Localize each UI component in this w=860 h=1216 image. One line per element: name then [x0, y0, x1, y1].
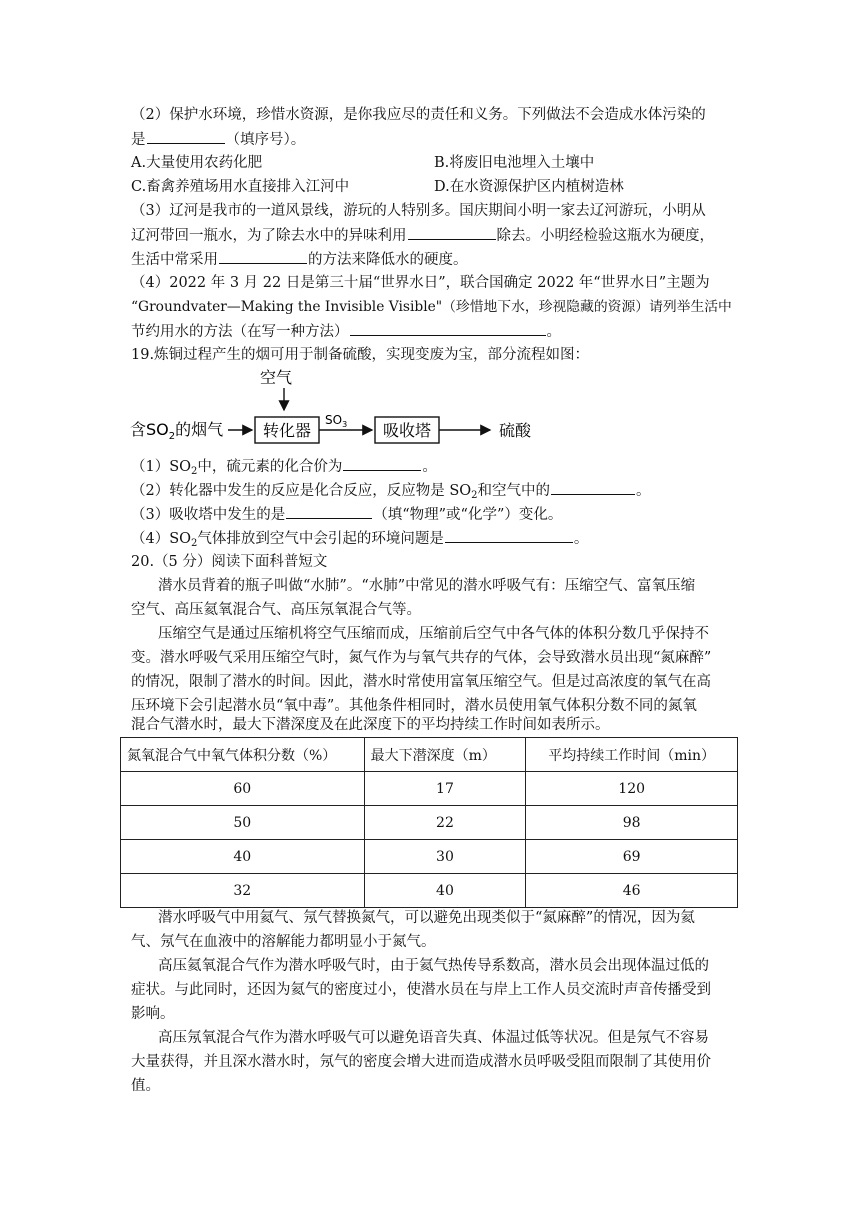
table-row: [121, 874, 738, 908]
q20-para2-line3: 的情况，限制了潜水的时间。因此，潜水时常使用富氧压缩空气。但是过高浓度的氧气在高: [131, 674, 711, 690]
air-label: 空气: [260, 368, 293, 387]
oxygen-depth-table: [120, 737, 738, 908]
answer-blank[interactable]: [343, 454, 421, 471]
q20-para5-line2: 大量获得，并且深水潜水时，氖气的密度会增大进而造成潜水员呼吸受阻而限制了其使用价: [131, 1054, 711, 1070]
answer-blank[interactable]: [350, 319, 546, 336]
answer-blank[interactable]: [551, 478, 635, 495]
q20-para4-line2: 症状。与此同时，还因为氦气的密度过小，使潜水员在与岸上工作人员交流时声音传播受到: [131, 982, 711, 998]
q20-para1-line2: 空气、高压氦氧混合气、高压氖氧混合气等。: [131, 602, 421, 618]
q19-sub4: $(4)SO_2$气体排放到空气中会引起的环境问题是 。: [131, 526, 588, 551]
q19-sub2: （2）转化器中发生的反应是化合反应，反应物是 $SO_2$和空气中的 。: [131, 478, 651, 503]
table-cell: 69: [526, 840, 738, 874]
q18-part3-line2: 辽河带回一瓶水，为了除去水中的异味利用 除去。小明经检验这瓶水为硬度，: [131, 223, 714, 248]
table-cell: 30: [364, 840, 526, 874]
answer-blank[interactable]: [286, 502, 372, 519]
absorber-label: 吸收塔: [382, 421, 432, 440]
q20-intro: 20.（5 分）阅读下面科普短文: [131, 554, 328, 570]
answer-blank[interactable]: [219, 247, 307, 264]
q18-part4-line2: “Groundvater—Making the Invisible Visible"（珍惜地下水，珍视隐藏的资源）请列举生活中: [131, 299, 732, 315]
q18-part4-line1: （4）2022 年 3 月 22 日是第三十届“世界水日”，联合国确定 2022 年“世界水日”主题为: [131, 275, 710, 291]
q20-para3-line2: 气、氖气在血液中的溶解能力都明显小于氮气。: [131, 934, 436, 950]
so3-label: $SO_3$: [325, 413, 348, 429]
option-d: D.在水资源保护区内植树造林: [434, 179, 624, 195]
q19-sub1: $(1)SO_2$中，硫元素的化合价为 。: [131, 454, 437, 479]
input-label: 含$SO_2$的烟气: [130, 420, 224, 442]
table-cell: 40: [364, 874, 526, 908]
table-cell: 50: [121, 806, 365, 840]
table-header: 平均持续工作时间（min）: [526, 738, 738, 772]
option-c: C.畜禽养殖场用水直接排入江河中: [131, 179, 350, 195]
table-row: [121, 840, 738, 874]
q20-para2-line1: 压缩空气是通过压缩机将空气压缩而成，压缩前后空气中各气体的体积分数几乎保持不: [158, 626, 709, 642]
table-header: 最大下潜深度（m）: [364, 738, 526, 772]
converter-label: 转化器: [262, 421, 312, 440]
q18-part2-line2: 是 （填序号）。: [131, 127, 305, 152]
answer-blank[interactable]: [147, 127, 225, 144]
table-header-row: [121, 738, 738, 772]
q18-part3-line3: 生活中常采用 的方法来降低水的硬度。: [131, 247, 468, 272]
q18-part4-line3: 节约用水的方法（在写一种方法） 。: [131, 319, 561, 344]
table-cell: 40: [121, 840, 365, 874]
q20-para5-line1: 高压氖氧混合气作为潜水呼吸气可以避免语音失真、体温过低等状况。但是氖气不容易: [158, 1030, 709, 1046]
table-cell: 32: [121, 874, 365, 908]
q20-para2-line2: 变。潜水呼吸气采用压缩空气时，氮气作为与氧气共存的气体，会导致潜水员出现“氮麻醉”: [131, 650, 712, 666]
q20-para4-line1: 高压氦氧混合气作为潜水呼吸气时，由于氦气热传导系数高，潜水员会出现体温过低的: [158, 958, 709, 974]
q20-para3-line1: 潜水呼吸气中用氦气、氖气替换氮气，可以避免出现类似于“氮麻醉”的情况，因为氦: [158, 910, 695, 926]
table-cell: 17: [364, 772, 526, 806]
q20-para2-line5: 混合气潜水时，最大下潜深度及在此深度下的平均持续工作时间如表所示。: [131, 717, 610, 733]
table-cell: 46: [526, 874, 738, 908]
process-flow-diagram: [128, 366, 548, 450]
q18-part2-line1: （2）保护水环境，珍惜水资源，是你我应尽的责任和义务。下列做法不会造成水体污染的: [131, 107, 706, 123]
q20-para5-line3: 值。: [131, 1078, 160, 1094]
table-cell: 120: [526, 772, 738, 806]
output-label: 硫酸: [499, 421, 532, 440]
table-cell: 22: [364, 806, 526, 840]
table-row: [121, 806, 738, 840]
q18-part3-line1: （3）辽河是我市的一道风景线，游玩的人特别多。国庆期间小明一家去辽河游玩，小明从: [131, 203, 706, 219]
table-cell: 60: [121, 772, 365, 806]
option-a: A.大量使用农药化肥: [131, 155, 263, 171]
q19-intro: 19.炼铜过程产生的烟可用于制备硫酸，实现变废为宝，部分流程如图：: [131, 347, 590, 363]
option-b: B.将废旧电池埋入土壤中: [434, 155, 595, 171]
q19-sub3: （3）吸收塔中发生的是 （填“物理”或“化学”）变化。: [131, 502, 562, 527]
table-cell: 98: [526, 806, 738, 840]
answer-blank[interactable]: [408, 223, 496, 240]
table-header: 氮氧混合气中氧气体积分数（%）: [121, 738, 365, 772]
q20-para2-line4: 压环境下会引起潜水员“氧中毒”。其他条件相同时，潜水员使用氧气体积分数不同的氮氧: [131, 698, 697, 714]
answer-blank[interactable]: [445, 526, 573, 543]
table-row: [121, 772, 738, 806]
q20-para4-line3: 影响。: [131, 1006, 175, 1022]
q20-para1-line1: 潜水员背着的瓶子叫做“水肺”。“水肺”中常见的潜水呼吸气有：压缩空气、富氧压缩: [158, 578, 696, 594]
